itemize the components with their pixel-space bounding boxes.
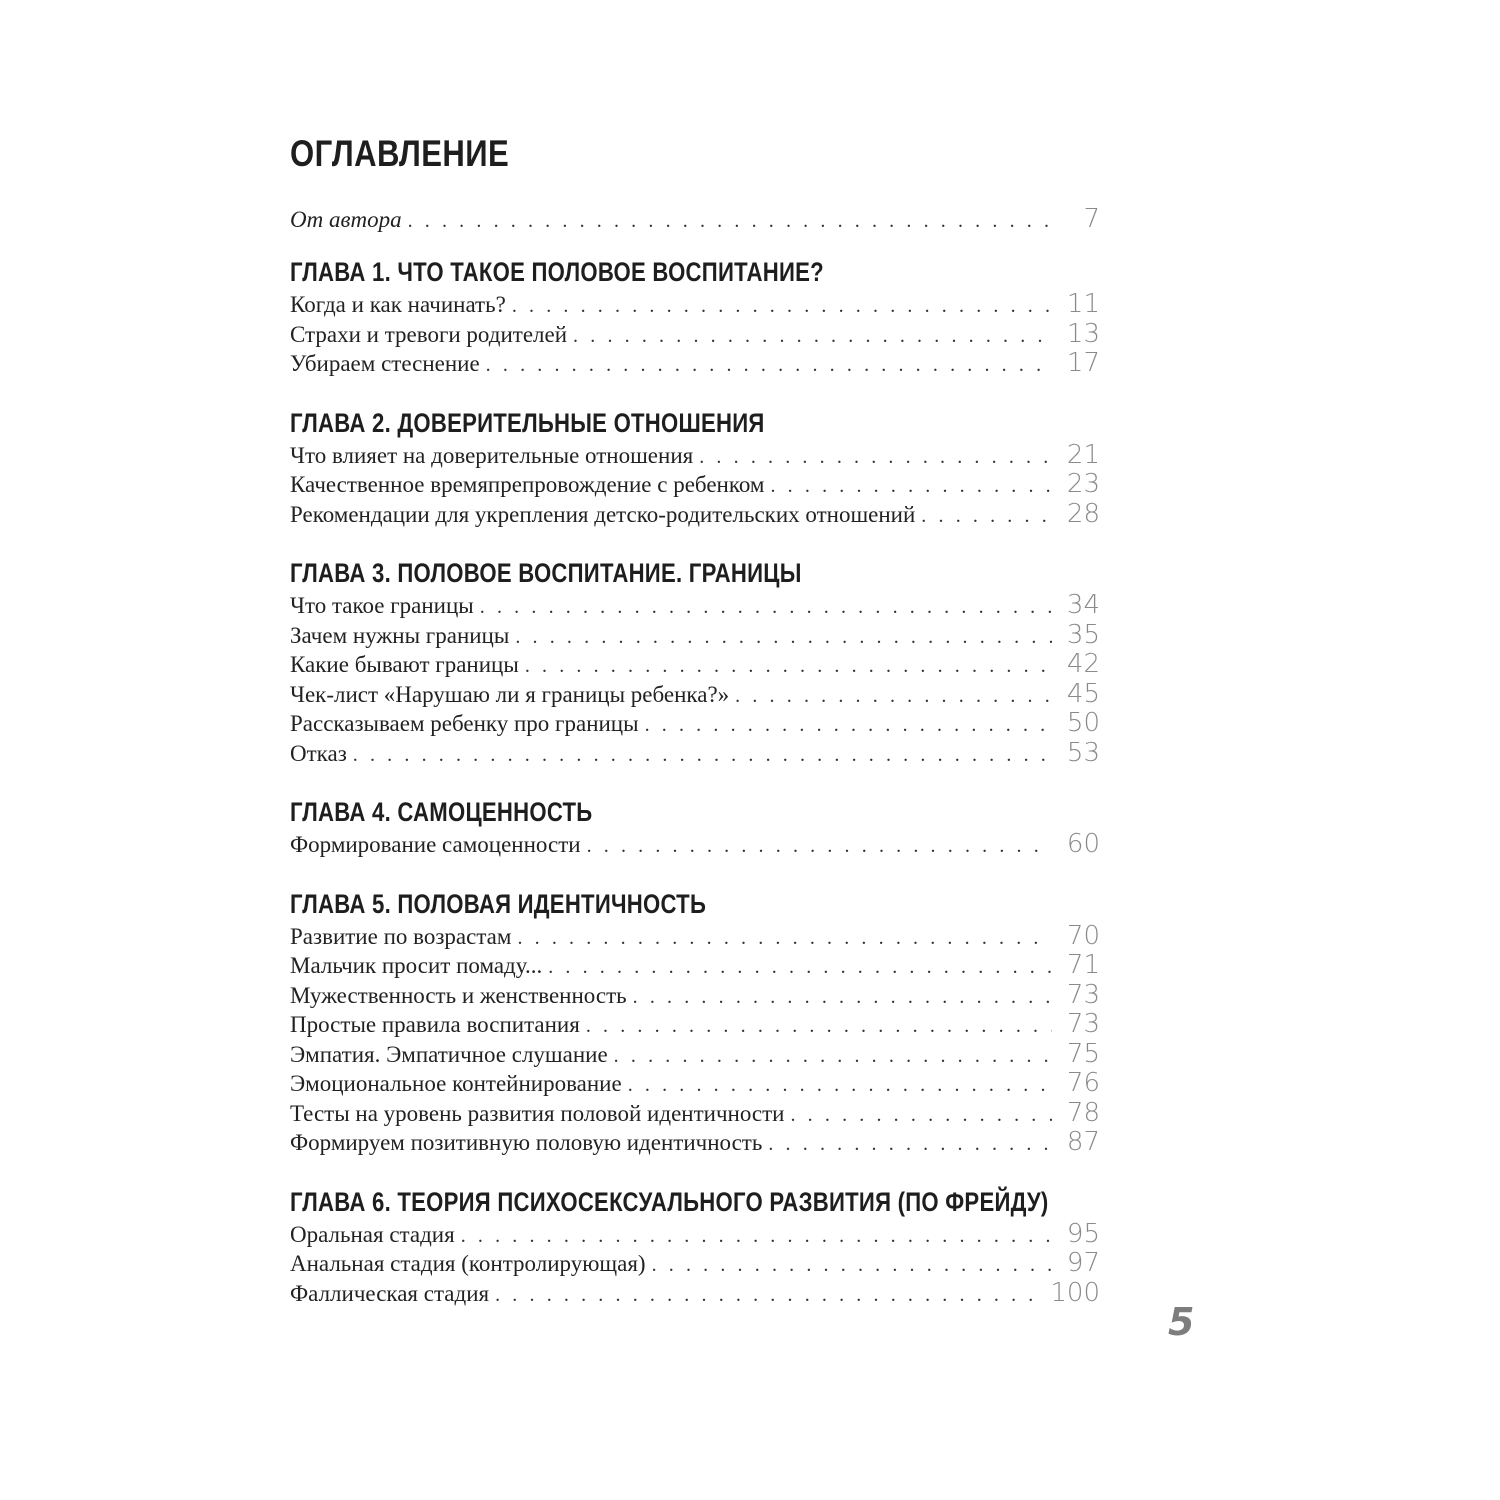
chapter-heading[interactable]: ГЛАВА 2. ДОВЕРИТЕЛЬНЫЕ ОТНОШЕНИЯ (290, 407, 765, 438)
chapter-heading[interactable]: ГЛАВА 6. ТЕОРИЯ ПСИХОСЕКСУАЛЬНОГО РАЗВИТИЯ (ПО ФРЕЙДУ) (290, 1186, 1049, 1217)
toc-entry-label: Анальная стадия (контролирующая) (290, 1251, 646, 1276)
dot-leader (735, 682, 1052, 712)
toc-entry-label: Что влияет на доверительные отношения (290, 442, 694, 468)
toc-entry[interactable] (290, 1069, 1100, 1099)
toc-entry-page: 60 (1066, 829, 1100, 859)
toc-entry-label: Эмоциональное контейнирование (290, 1071, 622, 1096)
chapter-heading[interactable]: ГЛАВА 3. ПОЛОВОЕ ВОСПИТАНИЕ. ГРАНИЦЫ (290, 558, 802, 588)
dot-leader (587, 832, 1052, 862)
toc-entry[interactable] (290, 739, 1100, 769)
chapter-heading[interactable]: ГЛАВА 1. ЧТО ТАКОЕ ПОЛОВОЕ ВОСПИТАНИЕ? (290, 257, 824, 287)
dot-leader (790, 1101, 1052, 1131)
dot-leader (921, 502, 1052, 532)
chapter-list (290, 242, 1100, 1308)
chapter-block (290, 782, 1100, 860)
toc-entry[interactable] (290, 650, 1100, 680)
toc-entry[interactable] (290, 320, 1100, 350)
dot-leader (573, 322, 1052, 352)
toc-entry[interactable] (290, 290, 1100, 320)
toc-entry-page: 78 (1066, 1097, 1100, 1128)
chapter-block (290, 543, 1100, 768)
toc-entry[interactable] (290, 830, 1100, 860)
dot-leader (548, 953, 1052, 983)
toc-entry-page: 45 (1066, 678, 1100, 709)
toc-entry-page: 28 (1066, 498, 1100, 529)
toc-entry-label: Рекомендации для укрепления детско-родительских отношений (290, 501, 916, 527)
toc-entry-label: Оральная стадия (290, 1221, 455, 1247)
toc-entry-page: 50 (1066, 708, 1100, 738)
toc-entry[interactable] (290, 349, 1100, 379)
chapter-block (290, 393, 1100, 530)
toc-entry-label: Мужественность и женственность (290, 982, 627, 1008)
dot-leader (408, 198, 1052, 244)
toc-entry[interactable] (290, 1220, 1100, 1250)
toc-entry-page: 71 (1066, 950, 1100, 980)
dot-leader (515, 623, 1052, 653)
toc-entry-page: 42 (1066, 649, 1100, 679)
toc-entry-page: 87 (1066, 1127, 1100, 1157)
toc-entry-label: От автора (290, 207, 402, 232)
toc-entry-page: 53 (1066, 737, 1100, 768)
toc-entry[interactable] (290, 1010, 1100, 1040)
toc-entry-label: Отказ (290, 740, 347, 766)
toc-entry[interactable] (290, 709, 1100, 739)
toc-entry-label: Чек-лист «Нарушаю ли я границы ребенка?» (290, 681, 730, 707)
toc-entry[interactable] (290, 591, 1100, 621)
toc-entry-page: 7 (1083, 204, 1100, 234)
toc-entry[interactable] (290, 1279, 1100, 1309)
dot-leader (628, 1071, 1052, 1101)
dot-leader (353, 741, 1052, 771)
toc-entry[interactable] (290, 1040, 1100, 1070)
toc-entry[interactable] (290, 1249, 1100, 1279)
toc-entry-page: 73 (1066, 979, 1100, 1010)
toc-entry[interactable] (290, 1128, 1100, 1158)
dot-leader (652, 1251, 1052, 1281)
toc-entry-page: 100 (1050, 1277, 1100, 1308)
toc-entry[interactable] (290, 922, 1100, 952)
toc-entry-label: Эмпатия. Эмпатичное слушание (290, 1041, 608, 1067)
chapter-block (290, 242, 1100, 379)
toc-entry-page: 75 (1066, 1038, 1100, 1069)
page-number: 5 (1168, 1300, 1195, 1344)
dot-leader (480, 593, 1052, 623)
toc-entry-label: Какие бывают границы (290, 652, 519, 677)
toc-entry[interactable] (290, 470, 1100, 500)
toc-entry-label: Убираем стеснение (290, 351, 480, 376)
toc-entry-page: 73 (1066, 1009, 1100, 1039)
toc-entry[interactable] (290, 981, 1100, 1011)
page-title: ОГЛАВЛЕНИЕ (290, 133, 510, 174)
dot-leader (768, 1130, 1052, 1160)
toc-entry-page: 17 (1066, 348, 1100, 378)
toc-entry-label: Зачем нужны границы (290, 622, 510, 648)
dot-leader (495, 1281, 1046, 1311)
toc-entry-page: 35 (1066, 619, 1100, 650)
toc-entry[interactable] (290, 500, 1100, 530)
dot-leader (614, 1042, 1052, 1072)
dot-leader (517, 924, 1052, 954)
toc-entry-label: Качественное времяпрепровождение с ребенком (290, 472, 765, 497)
dot-leader (461, 1222, 1052, 1252)
toc-entry[interactable] (290, 680, 1100, 710)
toc-entry-page: 11 (1066, 289, 1100, 319)
toc-entry[interactable] (290, 951, 1100, 981)
toc-entry-page: 76 (1066, 1068, 1100, 1098)
toc-entry-page: 34 (1066, 590, 1100, 620)
toc-entry-label: Когда и как начинать? (290, 292, 506, 317)
toc-entry-label: Рассказываем ребенку про границы (290, 711, 639, 736)
dot-leader (512, 292, 1052, 322)
chapter-block (290, 874, 1100, 1158)
toc-entry[interactable] (290, 621, 1100, 651)
dot-leader (633, 983, 1052, 1013)
chapter-block (290, 1172, 1100, 1309)
toc-entry-label: Формирование самоценности (290, 832, 581, 857)
toc-entry-label: Фаллическая стадия (290, 1280, 490, 1306)
dot-leader (770, 472, 1052, 502)
dot-leader (525, 652, 1052, 682)
dot-leader (699, 443, 1052, 473)
toc-entry[interactable] (290, 441, 1100, 471)
toc-entry[interactable] (290, 1099, 1100, 1129)
chapter-heading[interactable]: ГЛАВА 4. САМОЦЕННОСТЬ (290, 797, 593, 827)
toc-entry-label: Мальчик просит помаду... (290, 953, 543, 978)
toc-entry-label: Страхи и тревоги родителей (290, 321, 568, 347)
toc-entry-page: 70 (1066, 920, 1100, 951)
toc-entry-label: Простые правила воспитания (290, 1012, 580, 1037)
toc-entry-label: Что такое границы (290, 593, 474, 618)
table-of-contents (290, 196, 1100, 1322)
toc-entry-page: 95 (1066, 1218, 1100, 1249)
chapter-heading[interactable]: ГЛАВА 5. ПОЛОВАЯ ИДЕНТИЧНОСТЬ (290, 888, 707, 919)
dot-leader (645, 711, 1052, 741)
dot-leader (486, 351, 1052, 381)
toc-entry-page: 97 (1066, 1248, 1100, 1278)
toc-entry-page: 21 (1066, 439, 1100, 470)
toc-entry-intro[interactable] (290, 196, 1100, 242)
toc-entry-label: Развитие по возрастам (290, 923, 512, 949)
toc-entry-page: 13 (1066, 318, 1100, 349)
toc-entry-label: Формируем позитивную половую идентичность (290, 1130, 763, 1155)
toc-entry-label: Тесты на уровень развития половой идентичности (290, 1100, 785, 1126)
toc-entry-page: 23 (1066, 469, 1100, 499)
dot-leader (586, 1012, 1052, 1042)
